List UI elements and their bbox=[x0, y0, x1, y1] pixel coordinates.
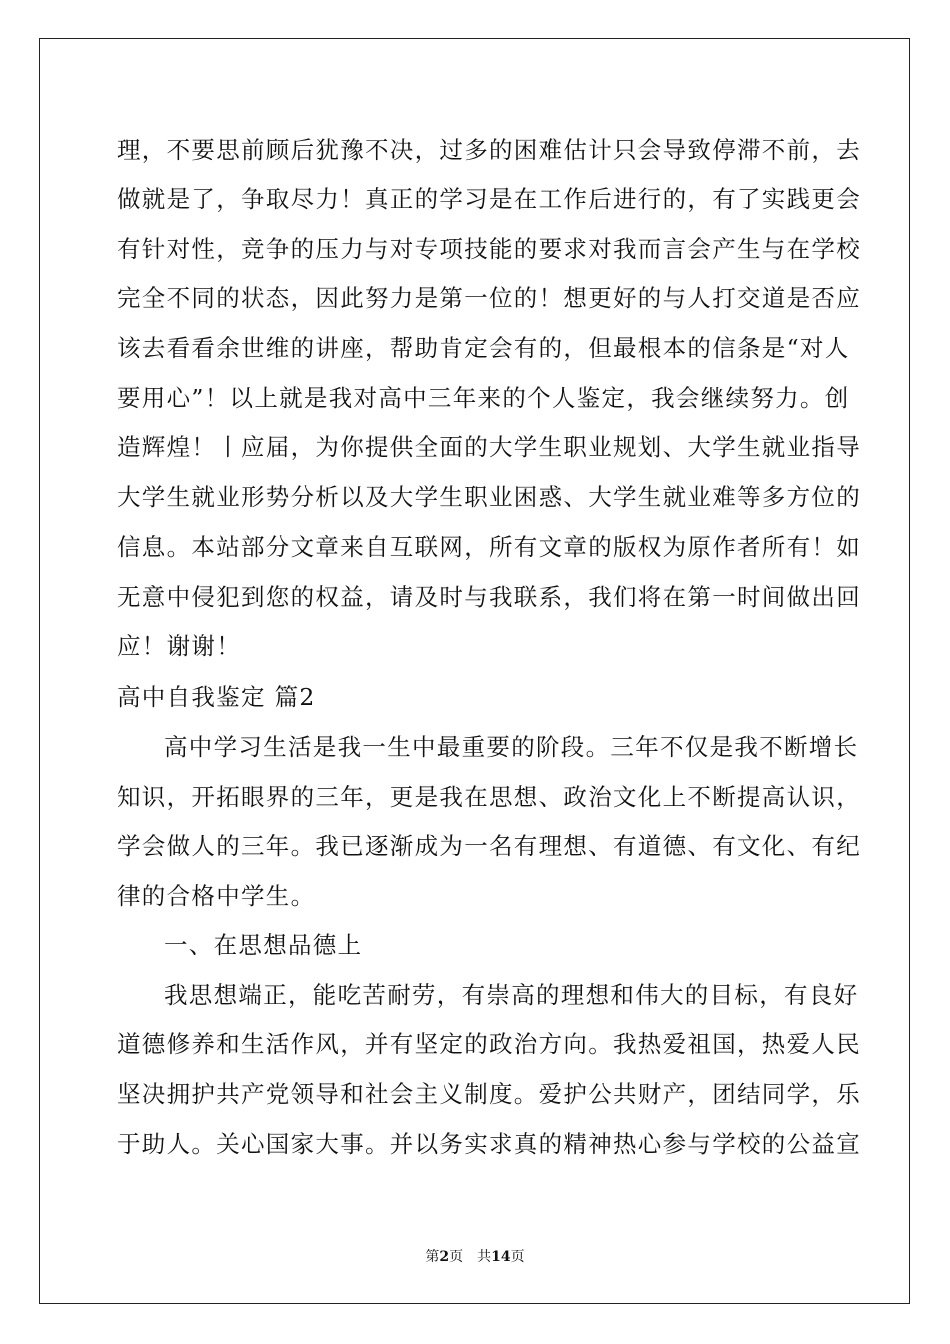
text-line: 道德修养和生活作风，并有坚定的政治方向。我热爱祖国，热爱人民 bbox=[117, 1030, 861, 1058]
text-line: 应！谢谢！ bbox=[117, 632, 241, 660]
text-line: 要用心”！以上就是我对高中三年来的个人鉴定，我会继续努力。创 bbox=[117, 384, 850, 412]
page-suffix: 页 bbox=[510, 1249, 525, 1265]
current-page-number: 2 bbox=[439, 1249, 450, 1265]
text-line: 理，不要思前顾后犹豫不决，过多的困难估计只会导致停滞不前，去 bbox=[117, 136, 861, 164]
total-page-count: 14 bbox=[491, 1249, 511, 1265]
page-border bbox=[39, 38, 910, 1304]
subheading: 一、在思想品德上 bbox=[164, 931, 363, 959]
text-line: 该去看看余世维的讲座，帮助肯定会有的，但最根本的信条是“对人 bbox=[117, 334, 850, 362]
text-line: 坚决拥护共产党领导和社会主义制度。爱护公共财产，团结同学，乐 bbox=[117, 1080, 861, 1108]
text-line: 无意中侵犯到您的权益，请及时与我联系，我们将在第一时间做出回 bbox=[117, 583, 861, 611]
text-line: 我思想端正，能吃苦耐劳，有崇高的理想和伟大的目标，有良好 bbox=[164, 981, 859, 1009]
text-line: 高中学习生活是我一生中最重要的阶段。三年不仅是我不断增长 bbox=[164, 733, 859, 761]
text-line: 律的合格中学生。 bbox=[117, 882, 316, 910]
text-line: 有针对性，竞争的压力与对专项技能的要求对我而言会产生与在学校 bbox=[117, 235, 861, 263]
text-line: 大学生就业形势分析以及大学生职业困惑、大学生就业难等多方位的 bbox=[117, 483, 861, 511]
text-line: 做就是了，争取尽力！真正的学习是在工作后进行的，有了实践更会 bbox=[117, 185, 861, 213]
text-line: 造辉煌！丨应届，为你提供全面的大学生职业规划、大学生就业指导 bbox=[117, 433, 861, 461]
text-line: 信息。本站部分文章来自互联网，所有文章的版权为原作者所有！如 bbox=[117, 533, 861, 561]
text-line: 学会做人的三年。我已逐渐成为一名有理想、有道德、有文化、有纪 bbox=[117, 832, 861, 860]
text-line: 于助人。关心国家大事。并以务实求真的精神热心参与学校的公益宣 bbox=[117, 1130, 861, 1158]
text-line: 知识，开拓眼界的三年，更是我在思想、政治文化上不断提高认识， bbox=[117, 783, 861, 811]
section-title: 高中自我鉴定 篇2 bbox=[117, 683, 316, 711]
page-footer bbox=[0, 1246, 950, 1266]
text-line: 完全不同的状态，因此努力是第一位的！想更好的与人打交道是否应 bbox=[117, 284, 861, 312]
page-prefix: 第 bbox=[425, 1249, 440, 1265]
page-mid: 页 共 bbox=[449, 1249, 492, 1265]
